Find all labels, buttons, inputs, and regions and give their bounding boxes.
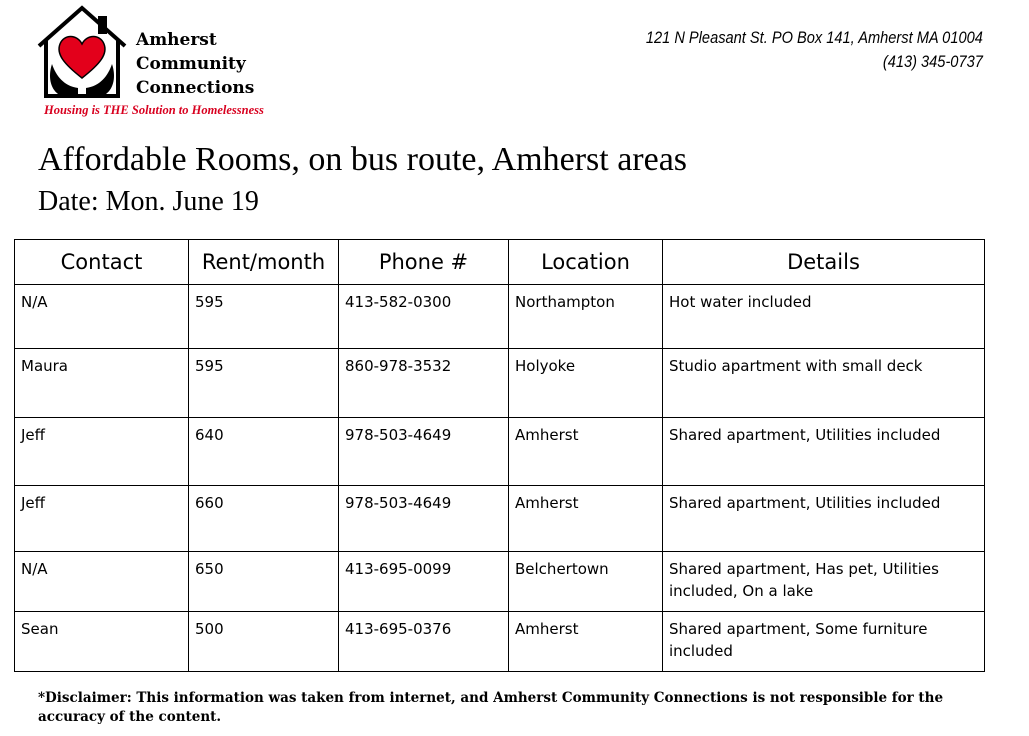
disclaimer: *Disclaimer: This information was taken from internet, and Amherst Community Connections is not responsible for the accuracy of the content. xyxy=(38,690,944,725)
rent-cell: 650 xyxy=(189,552,339,612)
contact-cell: N/A xyxy=(15,285,189,349)
details-cell: Shared apartment, Some furniture included xyxy=(663,612,985,672)
table-row xyxy=(15,612,985,672)
details-cell: Shared apartment, Has pet, Utilities included, On a lake xyxy=(663,552,985,612)
contact-cell: Jeff xyxy=(15,418,189,486)
column-header: Location xyxy=(509,240,663,285)
page-date: Date: Mon. June 19 xyxy=(38,186,259,217)
location-cell: Amherst xyxy=(509,486,663,552)
tagline: Housing is THE Solution to Homelessness xyxy=(44,103,264,117)
location-cell: Holyoke xyxy=(509,349,663,418)
contact-cell: Jeff xyxy=(15,486,189,552)
details-cell: Studio apartment with small deck xyxy=(663,349,985,418)
phone-cell: 413-695-0376 xyxy=(339,612,509,672)
column-header: Phone # xyxy=(339,240,509,285)
org-name xyxy=(136,28,254,100)
location-cell: Northampton xyxy=(509,285,663,349)
table-row xyxy=(15,418,985,486)
house-heart-icon xyxy=(34,4,134,104)
location-cell: Amherst xyxy=(509,418,663,486)
phone-cell: 860-978-3532 xyxy=(339,349,509,418)
org-name-line: Connections xyxy=(136,78,255,98)
details-cell: Shared apartment, Utilities included xyxy=(663,486,985,552)
page-title: Affordable Rooms, on bus route, Amherst areas xyxy=(38,141,688,178)
rent-cell: 660 xyxy=(189,486,339,552)
address-line: 121 N Pleasant St. PO Box 141, Amherst MA 01004 xyxy=(646,28,983,47)
rent-cell: 640 xyxy=(189,418,339,486)
details-cell: Shared apartment, Utilities included xyxy=(663,418,985,486)
table-row xyxy=(15,486,985,552)
phone-cell: 413-695-0099 xyxy=(339,552,509,612)
org-name-line: Amherst xyxy=(136,30,217,50)
location-cell: Amherst xyxy=(509,612,663,672)
contact-cell: Sean xyxy=(15,612,189,672)
table-header-row xyxy=(15,240,985,285)
column-header: Contact xyxy=(15,240,189,285)
table-row xyxy=(15,552,985,612)
table-row xyxy=(15,349,985,418)
org-logo xyxy=(34,4,302,120)
rent-cell: 595 xyxy=(189,349,339,418)
phone-line: (413) 345-0737 xyxy=(883,52,983,71)
location-cell: Belchertown xyxy=(509,552,663,612)
details-cell: Hot water included xyxy=(663,285,985,349)
org-name-line: Community xyxy=(136,54,246,74)
listings-table xyxy=(14,239,985,672)
column-header: Rent/month xyxy=(189,240,339,285)
phone-cell: 978-503-4649 xyxy=(339,486,509,552)
column-header: Details xyxy=(663,240,985,285)
contact-cell: Maura xyxy=(15,349,189,418)
rent-cell: 500 xyxy=(189,612,339,672)
contact-cell: N/A xyxy=(15,552,189,612)
table-row xyxy=(15,285,985,349)
phone-cell: 413-582-0300 xyxy=(339,285,509,349)
rent-cell: 595 xyxy=(189,285,339,349)
phone-cell: 978-503-4649 xyxy=(339,418,509,486)
contact-address xyxy=(646,26,983,74)
